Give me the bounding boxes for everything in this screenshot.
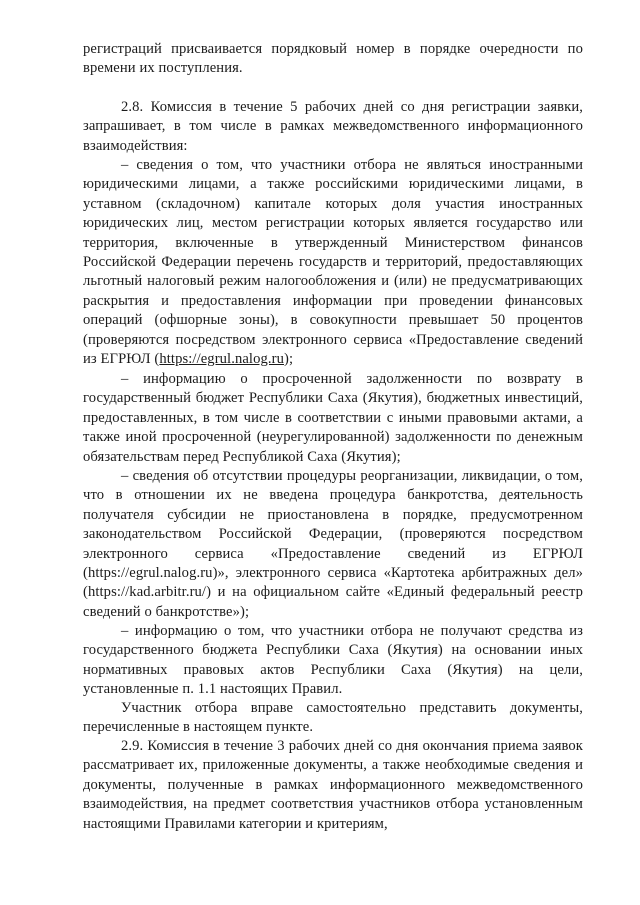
list-item-foreign-entities-text: – сведения о том, что участники отбора не являться иностранными юридическими лицами, а также российскими юридическими лицами, в уставном (складочном) капитале которых доля участия иностранных юридических лиц, местом регистрации которых является государство или территория, включенные в утвержденный Министерством финансов Российской Федерации перечень государств и территорий, предоставляющих льготный налоговый режим налогообложения и (или) не предусматривающих раскрытия и предоставления информации при проведении финансовых операций (офшорные зоны), в совокупности превышает 50 процентов (проверяются посредством электронного сервиса «Предоставление сведений из ЕГРЮЛ ( [83, 157, 583, 368]
paragraph-registration-order: регистраций присваивается порядковый номер в порядке очередности по времени их поступления. [83, 41, 583, 77]
paragraph-2-9: 2.9. Комиссия в течение 3 рабочих дней со дня окончания приема заявок рассматривает их, приложенные документы, а также необходимые сведения и документы, полученные в рамках информационного межведомственного взаимодействия, на предмет соответствия участников отбора установленным настоящими Правилами категории и критериям, [83, 738, 583, 832]
list-item-foreign-entities-end: ); [283, 351, 294, 368]
list-item-other-funding: – информацию о том, что участники отбора не получают средства из государственного бюджета Республики Саха (Якутия) на основании иных нормативных правовых актов Республики Саха (Якутия) на цели, установленные п. 1.1 настоящих Правил. [83, 623, 583, 698]
list-item-overdue-debt: – информацию о просроченной задолженности по возврату в государственный бюджет Республики Саха (Якутия), бюджетных инвестиций, предоставленных, в том числе в соответствии с иными правовыми актами, а также иной просроченной (неурегулированной) задолженности по денежным обязательствам перед Республикой Саха (Якутия); [83, 371, 583, 465]
list-item-foreign-entities [83, 156, 583, 369]
paragraph-2-8: 2.8. Комиссия в течение 5 рабочих дней со дня регистрации заявки, запрашивает, в том числе в рамках межведомственного информационного взаимодействия: [83, 99, 583, 154]
egrul-link[interactable]: https://egrul.nalog.ru [159, 351, 284, 368]
list-item-reorganization: – сведения об отсутствии процедуры реорганизации, ликвидации, о том, что в отношении их не введена процедура банкротства, деятельность получателя субсидии не приостановлена в порядке, предусмотренном законодательством Российской Федерации, (проверяются посредством электронного сервиса «Предоставление сведений из ЕГРЮЛ (https://egrul.nalog.ru)», электронного сервиса «Картотека арбитражных дел» (https://kad.arbitr.ru/) и на официальном сайте «Единый федеральный реестр сведений о банкротстве»); [83, 468, 583, 620]
paragraph-participant-right: Участник отбора вправе самостоятельно представить документы, перечисленные в настоящем пункте. [83, 700, 583, 736]
